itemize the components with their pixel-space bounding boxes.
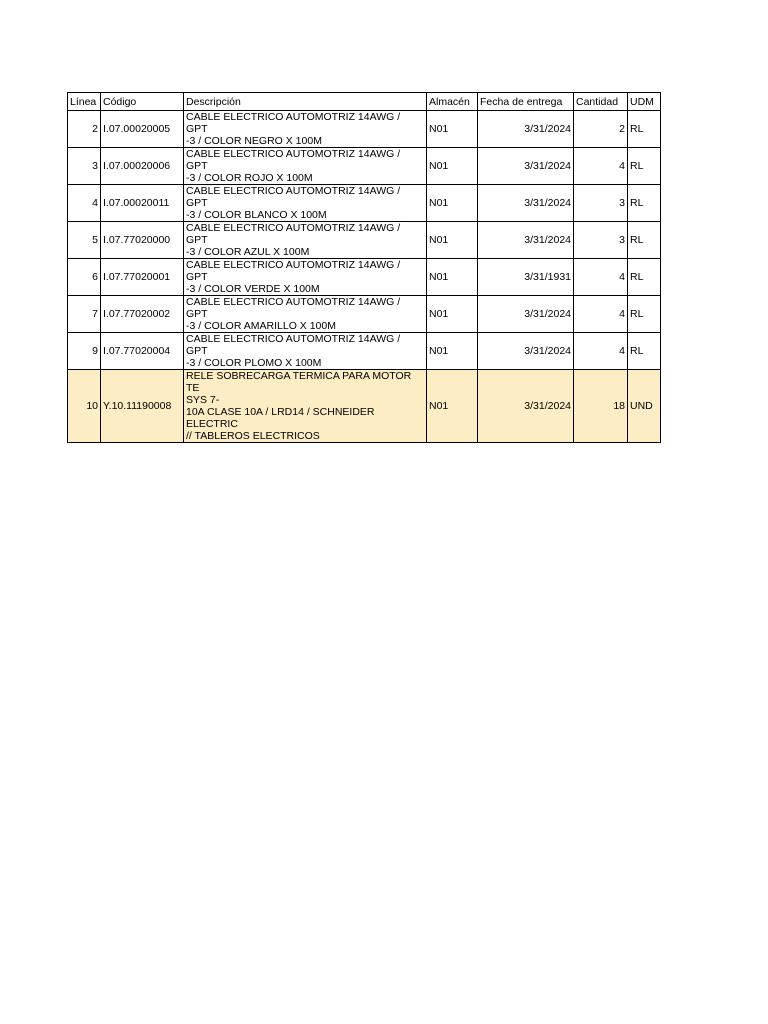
cell-almacen: N01 [427, 370, 478, 443]
table-row [68, 148, 661, 185]
header-row [68, 93, 661, 111]
cell-almacen: N01 [427, 296, 478, 333]
header-udm: UDM [628, 93, 661, 111]
table-row [68, 222, 661, 259]
cell-linea: 5 [68, 222, 101, 259]
cell-cantidad: 3 [574, 222, 628, 259]
cell-codigo: I.07.77020001 [101, 259, 184, 296]
cell-udm: RL [628, 185, 661, 222]
cell-udm: RL [628, 259, 661, 296]
cell-linea: 4 [68, 185, 101, 222]
cell-fecha: 3/31/2024 [478, 333, 574, 370]
cell-udm: UND [628, 370, 661, 443]
table-row [68, 333, 661, 370]
header-linea: Línea [68, 93, 101, 111]
cell-linea: 10 [68, 370, 101, 443]
cell-descripcion: CABLE ELECTRICO AUTOMOTRIZ 14AWG / GPT -3 / COLOR ROJO X 100M [184, 148, 427, 185]
cell-cantidad: 4 [574, 296, 628, 333]
cell-cantidad: 18 [574, 370, 628, 443]
cell-codigo: Y.10.11190008 [101, 370, 184, 443]
cell-codigo: I.07.77020004 [101, 333, 184, 370]
cell-udm: RL [628, 148, 661, 185]
cell-codigo: I.07.77020000 [101, 222, 184, 259]
cell-udm: RL [628, 222, 661, 259]
cell-cantidad: 4 [574, 148, 628, 185]
cell-fecha: 3/31/2024 [478, 111, 574, 148]
cell-fecha: 3/31/2024 [478, 296, 574, 333]
cell-almacen: N01 [427, 259, 478, 296]
table-row [68, 259, 661, 296]
cell-linea: 3 [68, 148, 101, 185]
cell-cantidad: 4 [574, 333, 628, 370]
cell-almacen: N01 [427, 185, 478, 222]
cell-cantidad: 3 [574, 185, 628, 222]
cell-cantidad: 2 [574, 111, 628, 148]
table-row [68, 296, 661, 333]
header-descripcion: Descripción [184, 93, 427, 111]
cell-descripcion: CABLE ELECTRICO AUTOMOTRIZ 14AWG / GPT -3 / COLOR PLOMO X 100M [184, 333, 427, 370]
cell-codigo: I.07.77020002 [101, 296, 184, 333]
cell-linea: 7 [68, 296, 101, 333]
cell-almacen: N01 [427, 148, 478, 185]
header-almacen: Almacén [427, 93, 478, 111]
cell-linea: 6 [68, 259, 101, 296]
cell-descripcion: CABLE ELECTRICO AUTOMOTRIZ 14AWG / GPT -3 / COLOR AZUL X 100M [184, 222, 427, 259]
header-codigo: Código [101, 93, 184, 111]
table-row [68, 185, 661, 222]
cell-descripcion: CABLE ELECTRICO AUTOMOTRIZ 14AWG / GPT -3 / COLOR AMARILLO X 100M [184, 296, 427, 333]
cell-linea: 9 [68, 333, 101, 370]
cell-codigo: I.07.00020006 [101, 148, 184, 185]
header-fecha: Fecha de entrega [478, 93, 574, 111]
cell-fecha: 3/31/2024 [478, 222, 574, 259]
cell-descripcion: RELE SOBRECARGA TERMICA PARA MOTOR TE SYS 7- 10A CLASE 10A / LRD14 / SCHNEIDER ELECTRIC // TABLEROS ELECTRICOS [184, 370, 427, 443]
cell-almacen: N01 [427, 333, 478, 370]
cell-udm: RL [628, 333, 661, 370]
cell-udm: RL [628, 296, 661, 333]
header-cantidad: Cantidad [574, 93, 628, 111]
cell-linea: 2 [68, 111, 101, 148]
cell-almacen: N01 [427, 222, 478, 259]
cell-udm: RL [628, 111, 661, 148]
cell-descripcion: CABLE ELECTRICO AUTOMOTRIZ 14AWG / GPT -3 / COLOR BLANCO X 100M [184, 185, 427, 222]
table-row-highlighted [68, 370, 661, 443]
cell-fecha: 3/31/2024 [478, 148, 574, 185]
cell-codigo: I.07.00020011 [101, 185, 184, 222]
cell-fecha: 3/31/1931 [478, 259, 574, 296]
cell-cantidad: 4 [574, 259, 628, 296]
order-lines-table [67, 92, 661, 443]
cell-fecha: 3/31/2024 [478, 185, 574, 222]
cell-almacen: N01 [427, 111, 478, 148]
cell-codigo: I.07.00020005 [101, 111, 184, 148]
cell-descripcion: CABLE ELECTRICO AUTOMOTRIZ 14AWG / GPT -3 / COLOR VERDE X 100M [184, 259, 427, 296]
table-row [68, 111, 661, 148]
cell-fecha: 3/31/2024 [478, 370, 574, 443]
cell-descripcion: CABLE ELECTRICO AUTOMOTRIZ 14AWG / GPT -3 / COLOR NEGRO X 100M [184, 111, 427, 148]
